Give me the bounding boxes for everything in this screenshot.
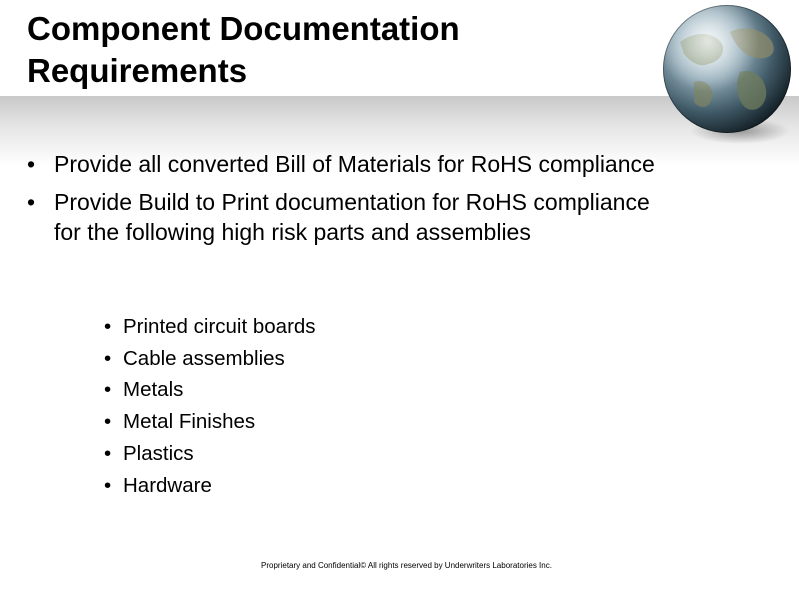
sub-bullet-text: Metal Finishes bbox=[123, 410, 256, 434]
sub-bullet-text: Printed circuit boards bbox=[123, 315, 316, 338]
bullet-marker: • bbox=[27, 188, 36, 215]
sub-bullet-list bbox=[104, 311, 316, 501]
sub-bullet-item bbox=[104, 470, 316, 502]
sub-bullet-item bbox=[104, 406, 316, 438]
globe-icon bbox=[660, 2, 794, 136]
bullet-text: Provide all converted Bill of Materials for RoHS compliance bbox=[54, 151, 655, 177]
bullet-item bbox=[27, 187, 657, 248]
bullet-marker: • bbox=[104, 315, 112, 338]
sub-bullet-item bbox=[104, 374, 316, 406]
bullet-list bbox=[27, 149, 657, 255]
bullet-marker: • bbox=[104, 378, 112, 402]
page-title: Component Documentation Requirements bbox=[27, 10, 460, 89]
sub-bullet-text: Hardware bbox=[123, 473, 212, 497]
bullet-marker: • bbox=[104, 441, 112, 465]
sub-bullet-text: Metals bbox=[123, 378, 184, 402]
bullet-marker: • bbox=[104, 346, 112, 370]
bullet-item bbox=[27, 149, 657, 180]
sub-bullet-item bbox=[104, 343, 316, 375]
sub-bullet-text: Plastics bbox=[123, 441, 194, 465]
bullet-marker: • bbox=[27, 151, 36, 177]
footer-text: Proprietary and Confidential© All rights reserved by Underwriters Laboratories Inc. bbox=[261, 561, 552, 570]
sub-bullet-item bbox=[104, 438, 316, 470]
bullet-text: Provide Build to Print documentation for RoHS compliance for the following high risk parts and assemblies bbox=[54, 188, 650, 245]
sub-bullet-text: Cable assemblies bbox=[123, 346, 285, 370]
sub-bullet-item bbox=[104, 311, 316, 343]
bullet-marker: • bbox=[104, 473, 112, 497]
bullet-marker: • bbox=[104, 410, 112, 434]
